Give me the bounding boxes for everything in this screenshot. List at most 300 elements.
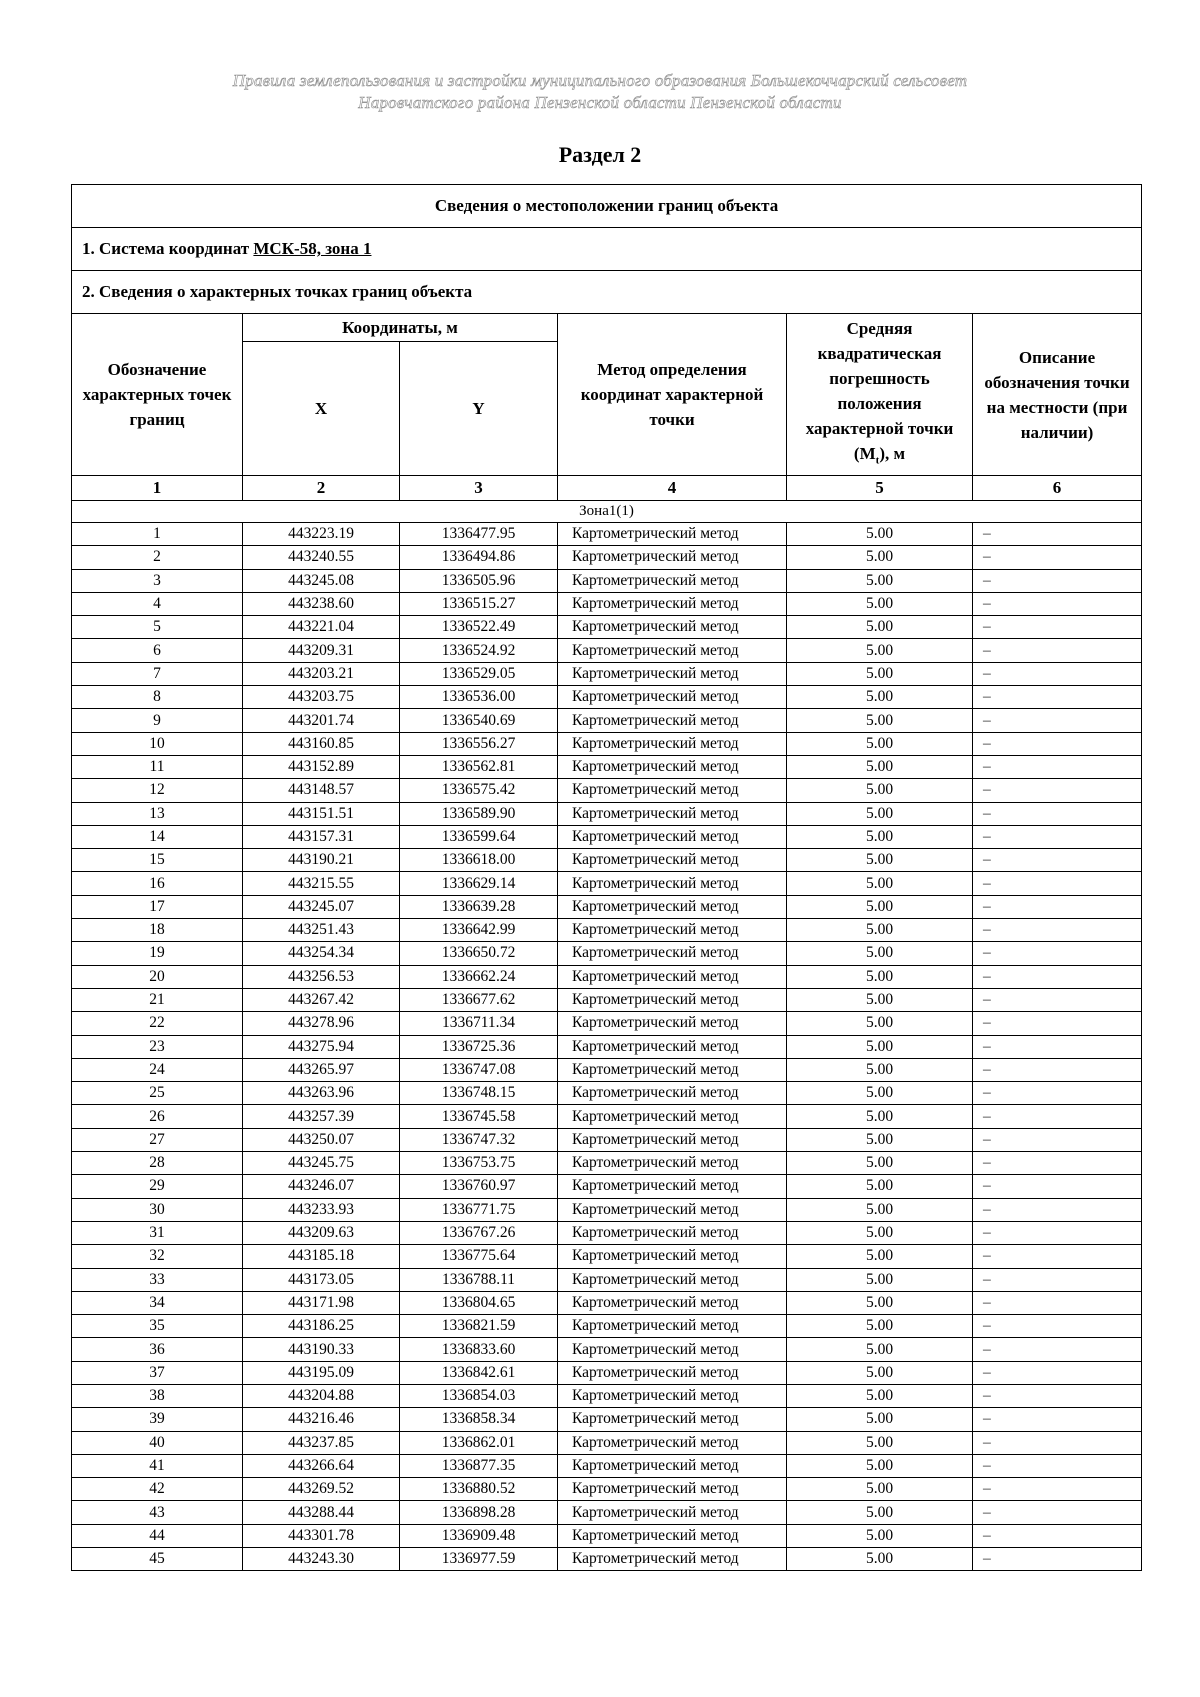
coord-x: 443152.89 [243,755,400,778]
coord-x: 443263.96 [243,1082,400,1105]
point-number: 38 [72,1384,243,1407]
error-value: 5.00 [787,1175,973,1198]
coord-x: 443195.09 [243,1361,400,1384]
point-number: 29 [72,1175,243,1198]
point-number: 8 [72,686,243,709]
description: – [973,1338,1142,1361]
point-number: 39 [72,1408,243,1431]
method: Картометрический метод [558,546,787,569]
coord-x: 443223.19 [243,523,400,546]
coord-y: 1336747.32 [400,1128,558,1151]
method: Картометрический метод [558,639,787,662]
description: – [973,523,1142,546]
point-number: 26 [72,1105,243,1128]
table-row [72,1454,1142,1477]
coord-y: 1336760.97 [400,1175,558,1198]
error-value: 5.00 [787,1128,973,1151]
error-value: 5.00 [787,732,973,755]
header-description: Описание обозначения точки на местности (при наличии) [973,314,1142,476]
coord-x: 443267.42 [243,988,400,1011]
header-designation: Обозначение характерных точек границ [72,314,243,476]
coord-x: 443203.21 [243,662,400,685]
method: Картометрический метод [558,988,787,1011]
description: – [973,639,1142,662]
table-row [72,1338,1142,1361]
error-value: 5.00 [787,942,973,965]
method: Картометрический метод [558,849,787,872]
table-row [72,849,1142,872]
coord-y: 1336788.11 [400,1268,558,1291]
table-row [72,988,1142,1011]
table-row [72,569,1142,592]
description: – [973,592,1142,615]
coord-x: 443240.55 [243,546,400,569]
table-row [72,872,1142,895]
description: – [973,1035,1142,1058]
description: – [973,755,1142,778]
table-row [72,709,1142,732]
description: – [973,1431,1142,1454]
coord-y: 1336804.65 [400,1291,558,1314]
description: – [973,1478,1142,1501]
method: Картометрический метод [558,1524,787,1547]
error-value: 5.00 [787,709,973,732]
point-number: 7 [72,662,243,685]
coord-x: 443257.39 [243,1105,400,1128]
error-value: 5.00 [787,686,973,709]
method: Картометрический метод [558,1478,787,1501]
table-row [72,686,1142,709]
table-row [72,755,1142,778]
description: – [973,1548,1142,1571]
coord-x: 443245.07 [243,895,400,918]
coord-x: 443157.31 [243,825,400,848]
method: Картометрический метод [558,662,787,685]
error-value: 5.00 [787,872,973,895]
table-row [72,1431,1142,1454]
table-row [72,1245,1142,1268]
point-number: 30 [72,1198,243,1221]
table-row [72,825,1142,848]
method: Картометрический метод [558,523,787,546]
coord-x: 443238.60 [243,592,400,615]
table-row [72,732,1142,755]
header-coordinates: Координаты, м [243,314,558,342]
table-row [72,1384,1142,1407]
point-number: 3 [72,569,243,592]
coord-x: 443246.07 [243,1175,400,1198]
description: – [973,1268,1142,1291]
point-number: 15 [72,849,243,872]
coord-y: 1336753.75 [400,1152,558,1175]
method: Картометрический метод [558,1198,787,1221]
coordinate-system [72,228,1142,271]
method: Картометрический метод [558,1035,787,1058]
method: Картометрический метод [558,709,787,732]
table-row [72,1035,1142,1058]
header-note-line-1: Правила землепользования и застройки муниципального образования Большекоччарский сельсовет [232,71,968,90]
description: – [973,988,1142,1011]
coord-x: 443251.43 [243,919,400,942]
table-row [72,895,1142,918]
description: – [973,1501,1142,1524]
error-value: 5.00 [787,1431,973,1454]
method: Картометрический метод [558,1454,787,1477]
table-row [72,592,1142,615]
coordinate-system-value: МСК-58, зона 1 [253,239,372,258]
table-row [72,616,1142,639]
method: Картометрический метод [558,1245,787,1268]
method: Картометрический метод [558,1268,787,1291]
coord-x: 443201.74 [243,709,400,732]
point-number: 20 [72,965,243,988]
coord-y: 1336775.64 [400,1245,558,1268]
coord-x: 443203.75 [243,686,400,709]
coord-x: 443237.85 [243,1431,400,1454]
description: – [973,1012,1142,1035]
table-title: Сведения о местоположении границ объекта [72,185,1142,228]
table-row [72,779,1142,802]
coord-y: 1336842.61 [400,1361,558,1384]
coord-x: 443269.52 [243,1478,400,1501]
header-method: Метод определения координат характерной точки [558,314,787,476]
coord-x: 443275.94 [243,1035,400,1058]
error-value: 5.00 [787,1058,973,1081]
description: – [973,1175,1142,1198]
description: – [973,1291,1142,1314]
coord-x: 443173.05 [243,1268,400,1291]
description: – [973,1384,1142,1407]
description: – [973,872,1142,895]
method: Картометрический метод [558,1152,787,1175]
coord-y: 1336745.58 [400,1105,558,1128]
table-row [72,1361,1142,1384]
method: Картометрический метод [558,686,787,709]
description: – [973,1128,1142,1151]
description: – [973,1058,1142,1081]
table-row [72,639,1142,662]
table-row [72,1524,1142,1547]
description: – [973,616,1142,639]
error-value: 5.00 [787,1548,973,1571]
coord-x: 443209.31 [243,639,400,662]
header-note-line-2: Наровчатского района Пензенской области Пензенской области [358,93,842,112]
method: Картометрический метод [558,1361,787,1384]
table-row [72,1012,1142,1035]
description: – [973,1152,1142,1175]
coord-y: 1336677.62 [400,988,558,1011]
points-heading: 2. Сведения о характерных точках границ объекта [72,271,1142,314]
error-value: 5.00 [787,1338,973,1361]
description: – [973,1245,1142,1268]
error-value: 5.00 [787,1478,973,1501]
table-row [72,1152,1142,1175]
coord-y: 1336494.86 [400,546,558,569]
method: Картометрический метод [558,1082,787,1105]
error-value: 5.00 [787,1315,973,1338]
table-row [72,1105,1142,1128]
error-value: 5.00 [787,1361,973,1384]
table-row [72,1082,1142,1105]
description: – [973,1221,1142,1244]
column-number: 2 [243,476,400,501]
error-value: 5.00 [787,1082,973,1105]
method: Картометрический метод [558,592,787,615]
coord-x: 443288.44 [243,1501,400,1524]
table-row [72,802,1142,825]
error-value: 5.00 [787,1454,973,1477]
table-row [72,546,1142,569]
section-title: Раздел 2 [558,142,642,167]
description: – [973,919,1142,942]
point-number: 9 [72,709,243,732]
header-y: Y [400,342,558,476]
error-value: 5.00 [787,639,973,662]
description: – [973,779,1142,802]
coord-y: 1336771.75 [400,1198,558,1221]
coord-y: 1336599.64 [400,825,558,848]
table-row [72,1198,1142,1221]
error-value: 5.00 [787,1012,973,1035]
error-value: 5.00 [787,616,973,639]
table-row [72,1315,1142,1338]
coord-y: 1336589.90 [400,802,558,825]
description: – [973,965,1142,988]
point-number: 11 [72,755,243,778]
table-row [72,1291,1142,1314]
point-number: 5 [72,616,243,639]
coord-y: 1336854.03 [400,1384,558,1407]
error-value: 5.00 [787,1221,973,1244]
description: – [973,732,1142,755]
coord-y: 1336556.27 [400,732,558,755]
error-value: 5.00 [787,592,973,615]
coord-y: 1336515.27 [400,592,558,615]
error-value: 5.00 [787,1268,973,1291]
method: Картометрический метод [558,942,787,965]
method: Картометрический метод [558,1175,787,1198]
coord-y: 1336862.01 [400,1431,558,1454]
method: Картометрический метод [558,732,787,755]
method: Картометрический метод [558,825,787,848]
error-value: 5.00 [787,546,973,569]
error-value: 5.00 [787,1105,973,1128]
error-value: 5.00 [787,755,973,778]
coord-y: 1336505.96 [400,569,558,592]
description: – [973,546,1142,569]
error-value: 5.00 [787,523,973,546]
coord-y: 1336540.69 [400,709,558,732]
description: – [973,1524,1142,1547]
method: Картометрический метод [558,965,787,988]
table-row [72,1128,1142,1151]
method: Картометрический метод [558,1105,787,1128]
description: – [973,825,1142,848]
coord-x: 443243.30 [243,1548,400,1571]
method: Картометрический метод [558,802,787,825]
point-number: 33 [72,1268,243,1291]
coord-y: 1336833.60 [400,1338,558,1361]
coord-x: 443221.04 [243,616,400,639]
point-number: 28 [72,1152,243,1175]
description: – [973,709,1142,732]
method: Картометрический метод [558,616,787,639]
point-number: 25 [72,1082,243,1105]
coord-y: 1336562.81 [400,755,558,778]
coord-y: 1336642.99 [400,919,558,942]
description: – [973,1105,1142,1128]
method: Картометрический метод [558,872,787,895]
zone-label: Зона1(1) [72,501,1142,523]
description: – [973,1082,1142,1105]
table-row [72,1548,1142,1571]
error-value: 5.00 [787,1408,973,1431]
coord-x: 443190.21 [243,849,400,872]
point-number: 36 [72,1338,243,1361]
error-value: 5.00 [787,1035,973,1058]
method: Картометрический метод [558,1012,787,1035]
point-number: 1 [72,523,243,546]
error-value: 5.00 [787,1198,973,1221]
point-number: 16 [72,872,243,895]
error-value: 5.00 [787,1384,973,1407]
coord-y: 1336977.59 [400,1548,558,1571]
coord-y: 1336639.28 [400,895,558,918]
error-value: 5.00 [787,779,973,802]
coord-y: 1336536.00 [400,686,558,709]
description: – [973,942,1142,965]
point-number: 23 [72,1035,243,1058]
error-value: 5.00 [787,1152,973,1175]
coord-y: 1336898.28 [400,1501,558,1524]
coord-y: 1336629.14 [400,872,558,895]
point-number: 34 [72,1291,243,1314]
table-row [72,1058,1142,1081]
table-row [72,1478,1142,1501]
point-number: 10 [72,732,243,755]
coord-y: 1336767.26 [400,1221,558,1244]
table-row [72,1221,1142,1244]
coord-x: 443160.85 [243,732,400,755]
coord-y: 1336747.08 [400,1058,558,1081]
table-row [72,1501,1142,1524]
error-value: 5.00 [787,849,973,872]
coord-x: 443245.08 [243,569,400,592]
table-row [72,965,1142,988]
table-row [72,1175,1142,1198]
point-number: 4 [72,592,243,615]
point-number: 32 [72,1245,243,1268]
error-value: 5.00 [787,825,973,848]
method: Картометрический метод [558,1431,787,1454]
coord-x: 443265.97 [243,1058,400,1081]
coord-x: 443266.64 [243,1454,400,1477]
description: – [973,1454,1142,1477]
coord-x: 443204.88 [243,1384,400,1407]
method: Картометрический метод [558,1128,787,1151]
table-row [72,523,1142,546]
point-number: 45 [72,1548,243,1571]
coord-x: 443151.51 [243,802,400,825]
point-number: 37 [72,1361,243,1384]
error-value: 5.00 [787,569,973,592]
header-x: X [243,342,400,476]
point-number: 14 [72,825,243,848]
point-number: 2 [72,546,243,569]
coord-y: 1336529.05 [400,662,558,685]
coord-y: 1336662.24 [400,965,558,988]
point-number: 44 [72,1524,243,1547]
point-number: 13 [72,802,243,825]
description: – [973,1315,1142,1338]
description: – [973,895,1142,918]
method: Картометрический метод [558,779,787,802]
coord-x: 443301.78 [243,1524,400,1547]
error-value: 5.00 [787,965,973,988]
coordinate-system-label: 1. Система координат [82,239,254,258]
description: – [973,1198,1142,1221]
document-header-note [0,70,1200,114]
coord-x: 443171.98 [243,1291,400,1314]
point-number: 12 [72,779,243,802]
coord-x: 443250.07 [243,1128,400,1151]
point-number: 31 [72,1221,243,1244]
method: Картометрический метод [558,919,787,942]
point-number: 6 [72,639,243,662]
coord-y: 1336524.92 [400,639,558,662]
coord-x: 443185.18 [243,1245,400,1268]
coord-x: 443278.96 [243,1012,400,1035]
coord-y: 1336618.00 [400,849,558,872]
coord-y: 1336877.35 [400,1454,558,1477]
coord-y: 1336575.42 [400,779,558,802]
table-row [72,1408,1142,1431]
point-number: 27 [72,1128,243,1151]
table-row [72,662,1142,685]
coord-y: 1336477.95 [400,523,558,546]
description: – [973,686,1142,709]
coord-y: 1336522.49 [400,616,558,639]
coord-y: 1336858.34 [400,1408,558,1431]
description: – [973,1408,1142,1431]
description: – [973,569,1142,592]
description: – [973,1361,1142,1384]
description: – [973,849,1142,872]
coord-x: 443186.25 [243,1315,400,1338]
column-number: 4 [558,476,787,501]
method: Картометрический метод [558,1408,787,1431]
header-error: Средняя квадратическая погрешность положения характерной точки $(M_t)$, м [787,314,973,476]
coord-y: 1336748.15 [400,1082,558,1105]
method: Картометрический метод [558,1501,787,1524]
point-number: 43 [72,1501,243,1524]
column-number: 3 [400,476,558,501]
error-value: 5.00 [787,1291,973,1314]
method: Картометрический метод [558,1221,787,1244]
error-value: 5.00 [787,662,973,685]
coord-x: 443216.46 [243,1408,400,1431]
coord-y: 1336909.48 [400,1524,558,1547]
point-number: 18 [72,919,243,942]
table-row [72,919,1142,942]
description: – [973,662,1142,685]
coord-y: 1336880.52 [400,1478,558,1501]
coord-x: 443254.34 [243,942,400,965]
error-value: 5.00 [787,1524,973,1547]
point-number: 19 [72,942,243,965]
column-number: 5 [787,476,973,501]
point-number: 42 [72,1478,243,1501]
